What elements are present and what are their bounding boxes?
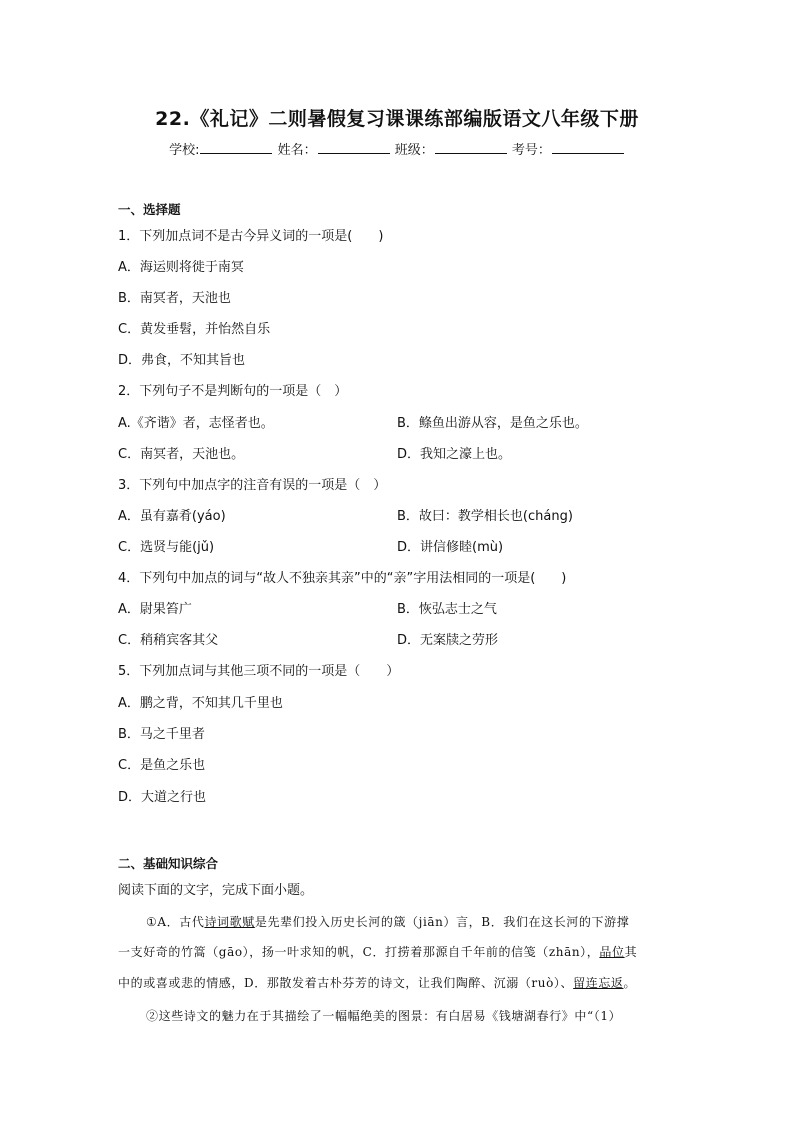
school-label: 学校:: [169, 143, 200, 158]
q2-stem: 2．下列句子不是判断句的一项是（ ）: [118, 384, 348, 399]
underlined-phrase: 品位: [599, 945, 625, 959]
passage-line-4: ②这些诗文的魅力在于其描绘了一幅幅绝美的图景：有白居易《钱塘湖春行》中“（1）: [146, 1009, 622, 1023]
passage-text: 一支好奇的竹篙（gāo），扬一叶求知的帆，C．打捞着那源自千年前的信笺（zhān），: [118, 945, 600, 959]
student-info-row: [0, 139, 794, 158]
passage-text: 中的或喜或悲的情感，D．那散发着古朴芬芳的诗文，让我们陶醉、沉溺（ruò）、: [118, 976, 574, 990]
q5-option-d[interactable]: D．大道之行也: [118, 790, 207, 805]
q1-option-d[interactable]: D．弗食，不知其旨也: [118, 353, 246, 368]
class-label: 班级：: [394, 143, 434, 158]
q3-option-c[interactable]: C．选贤与能(jǔ): [118, 540, 215, 555]
name-label: 姓名：: [277, 143, 317, 158]
section2-heading: 二、基础知识综合: [118, 856, 219, 871]
q3-stem: 3．下列句中加点字的注音有误的一项是（ ）: [118, 478, 387, 493]
q3-option-d[interactable]: D．讲信修睦(mù): [397, 540, 504, 555]
q3-option-b[interactable]: B．故曰：教学相长也(cháng): [397, 509, 573, 524]
name-blank[interactable]: [318, 141, 390, 154]
section2-instruction: 阅读下面的文字，完成下面小题。: [118, 883, 314, 898]
number-label: 考号：: [511, 143, 551, 158]
passage-line-1: [146, 913, 706, 931]
underlined-phrase: 诗词歌赋: [204, 915, 255, 929]
passage-line-3: [118, 974, 678, 992]
q1-option-a[interactable]: A．海运则将徙于南冥: [118, 260, 244, 275]
q2-option-a[interactable]: A.《齐谐》者，志怪者也。: [118, 416, 274, 431]
q3-option-a[interactable]: A．虽有嘉肴(yáo): [118, 509, 226, 524]
q5-stem: 5．下列加点词与其他三项不同的一项是（ ）: [118, 664, 400, 679]
passage-line-2: [118, 943, 678, 961]
page-title: 22.《礼记》二则暑假复习课课练部编版语文八年级下册: [155, 108, 639, 130]
q4-option-c[interactable]: C．稍稍宾客其父: [118, 633, 219, 648]
q5-option-c[interactable]: C．是鱼之乐也: [118, 758, 206, 773]
q4-option-a[interactable]: A．尉果笞广: [118, 602, 192, 617]
passage-text: ①A．古代: [146, 915, 205, 929]
q1-option-c[interactable]: C．黄发垂髫，并怡然自乐: [118, 322, 271, 337]
class-blank[interactable]: [435, 141, 507, 154]
q4-stem: 4．下列句中加点的词与“故人不独亲其亲”中的“亲”字用法相同的一项是( ): [118, 571, 567, 586]
underlined-phrase: 留连忘返: [573, 976, 624, 990]
q2-option-d[interactable]: D．我知之濠上也。: [397, 447, 512, 462]
q2-option-c[interactable]: C．南冥者，天池也。: [118, 447, 245, 462]
q1-stem: 1．下列加点词不是古今异义词的一项是( ): [118, 229, 384, 244]
q2-option-b[interactable]: B．鲦鱼出游从容，是鱼之乐也。: [397, 416, 588, 431]
q5-option-a[interactable]: A．鹏之背，不知其几千里也: [118, 696, 283, 711]
number-blank[interactable]: [552, 141, 624, 154]
q4-option-d[interactable]: D．无案牍之劳形: [397, 633, 499, 648]
passage-text: 其: [624, 945, 638, 959]
q1-option-b[interactable]: B．南冥者，天池也: [118, 291, 231, 306]
passage-text: 。: [623, 976, 637, 990]
section1-heading: 一、选择题: [118, 202, 181, 217]
passage-text: 是先辈们投入历史长河的箴（jiān）言，B．我们在这长河的下游撑: [254, 915, 630, 929]
school-blank[interactable]: [200, 141, 272, 154]
q5-option-b[interactable]: B．马之千里者: [118, 727, 205, 742]
q4-option-b[interactable]: B．恢弘志士之气: [397, 602, 497, 617]
